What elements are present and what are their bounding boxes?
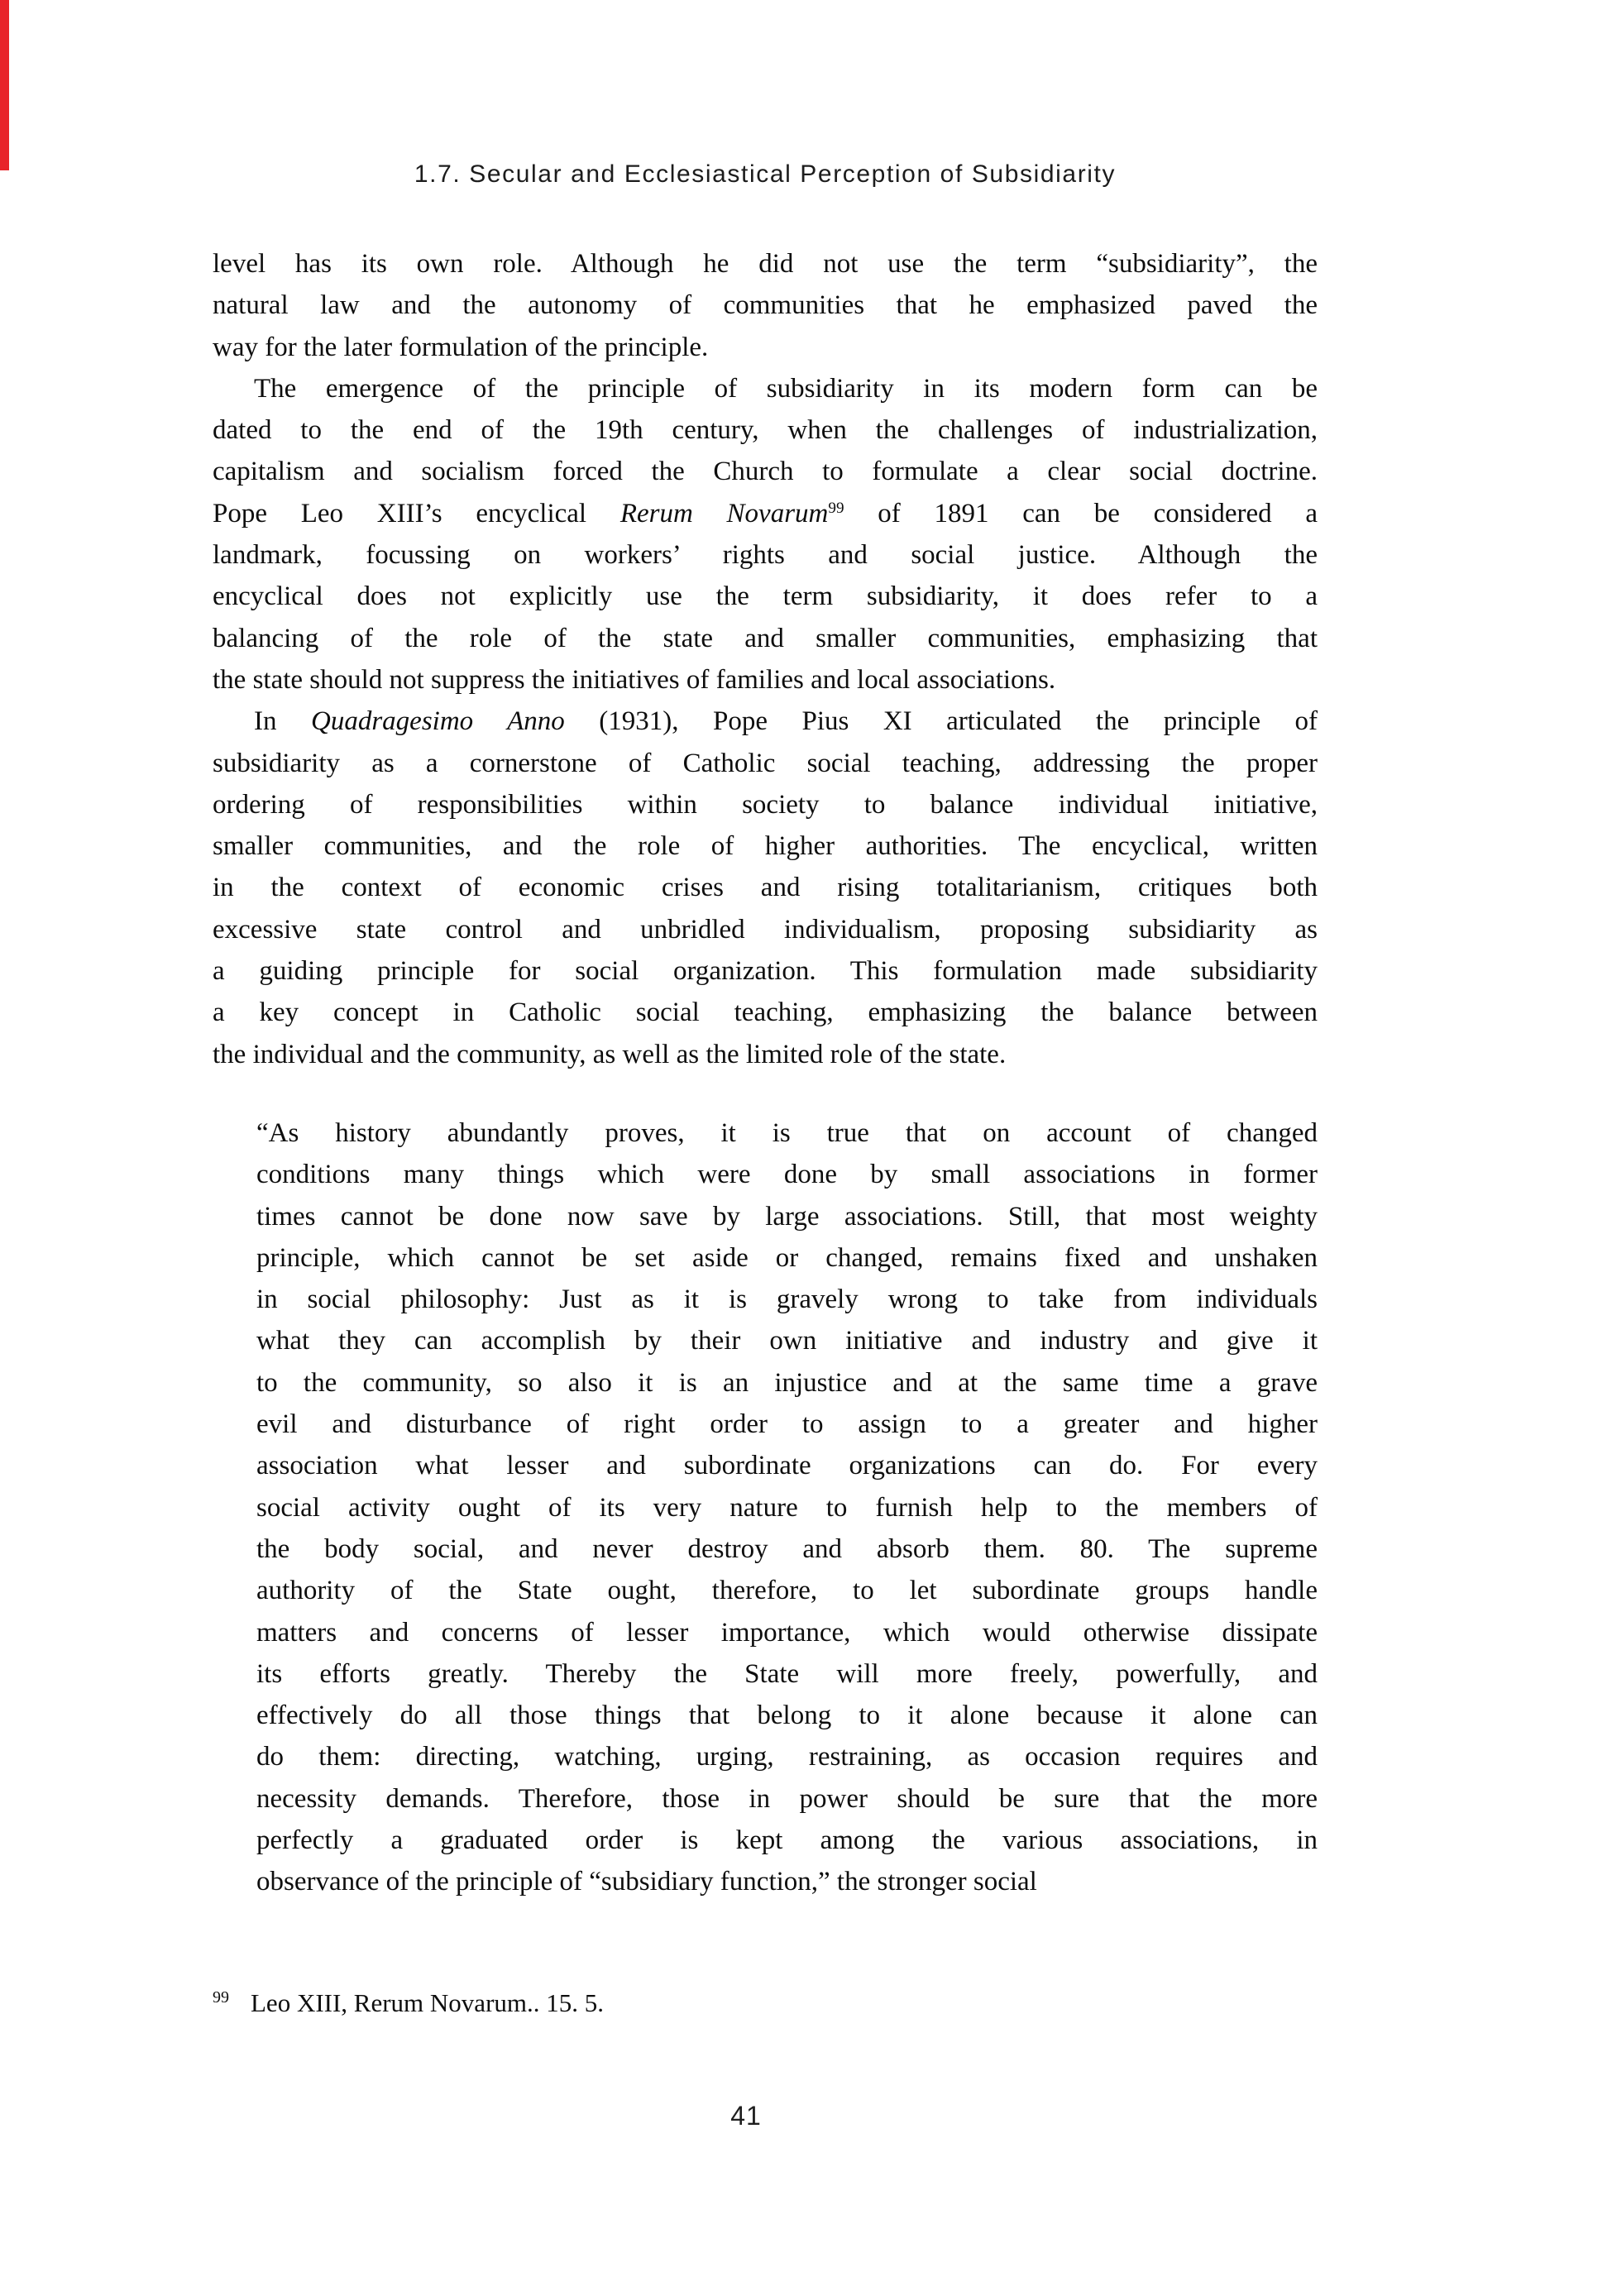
text-segment: excessive state control and unbridled individualism, proposing subsidiarity as <box>213 914 1318 945</box>
text-segment: the body social, and never destroy and absorb them. 80. The supreme <box>256 1533 1318 1564</box>
running-header: 1.7. Secular and Ecclesiastical Perception of Subsidiarity <box>414 160 1117 188</box>
text-segment: evil and disturbance of right order to assign to a greater and higher <box>256 1409 1318 1440</box>
text-line <box>213 409 1318 451</box>
text-segment: conditions many things which were done by small associations in former <box>256 1160 1318 1190</box>
text-line <box>256 1237 1318 1279</box>
text-line <box>213 285 1318 326</box>
text-segment: a guiding principle for social organization. This formulation made subsidiarity <box>213 956 1318 987</box>
paragraph <box>213 243 1318 368</box>
text-line <box>213 1034 1318 1075</box>
text-segment: authority of the State ought, therefore, to let subordinate groups handle <box>256 1576 1318 1606</box>
text-segment: what they can accomplish by their own initiative and industry and give it <box>256 1326 1318 1356</box>
text-segment-sup: 99 <box>828 500 844 518</box>
text-segment: Pope Leo XIII’s encyclical <box>213 498 620 529</box>
text-segment: balancing of the role of the state and smaller communities, emphasizing that <box>213 623 1318 653</box>
text-segment: In <box>254 706 311 737</box>
text-segment: a key concept in Catholic social teaching, emphasizing the balance between <box>213 997 1318 1028</box>
text-segment: in the context of economic crises and rising totalitarianism, critiques both <box>213 873 1318 903</box>
text-segment: The emergence of the principle of subsidiarity in its modern form can be <box>254 373 1318 404</box>
text-segment: subsidiarity as a cornerstone of Catholic social teaching, addressing the proper <box>213 748 1318 778</box>
text-segment: to the community, so also it is an injustice and at the same time a grave <box>256 1367 1318 1398</box>
text-segment: observance of the principle of “subsidiary function,” the stronger social <box>256 1867 1037 1897</box>
text-line <box>256 1487 1318 1528</box>
text-line <box>256 1112 1318 1154</box>
text-line <box>213 825 1318 867</box>
text-line <box>256 1570 1318 1611</box>
text-segment: way for the later formulation of the principle. <box>213 332 709 362</box>
text-segment: effectively do all those things that belong to it alone because it alone can <box>256 1700 1318 1731</box>
text-line <box>213 451 1318 492</box>
text-segment: natural law and the autonomy of communities that he emphasized paved the <box>213 290 1318 321</box>
text-segment: the state should not suppress the initiatives of families and local associations. <box>213 664 1056 695</box>
text-line <box>213 576 1318 617</box>
text-line <box>256 1653 1318 1695</box>
text-line <box>213 867 1318 908</box>
text-segment: necessity demands. Therefore, those in power should be sure that the more <box>256 1783 1318 1814</box>
text-line <box>213 909 1318 950</box>
text-line <box>256 1279 1318 1320</box>
text-line <box>213 950 1318 992</box>
text-line <box>256 1736 1318 1777</box>
text-line <box>256 1154 1318 1195</box>
text-line <box>213 701 1318 742</box>
page-number: 41 <box>730 2101 762 2131</box>
text-line <box>213 992 1318 1033</box>
text-segment: principle, which cannot be set aside or changed, remains fixed and unshaken <box>256 1242 1318 1273</box>
text-segment-italic: Quadragesimo Anno <box>311 706 565 737</box>
text-segment: (1931), Pope Pius XI articulated the principle of <box>564 706 1318 737</box>
text-line <box>256 1695 1318 1736</box>
text-line <box>213 618 1318 659</box>
text-segment: ordering of responsibilities within society to balance individual initiative, <box>213 789 1318 820</box>
text-segment: capitalism and socialism forced the Church to formulate a clear social doctrine. <box>213 457 1318 487</box>
text-column <box>213 243 1318 1903</box>
text-line <box>213 534 1318 576</box>
text-segment: landmark, focussing on workers’ rights and social justice. Although the <box>213 540 1318 571</box>
text-line <box>256 1320 1318 1361</box>
text-segment: the individual and the community, as well as the limited role of the state. <box>213 1039 1007 1069</box>
text-segment: smaller communities, and the role of higher authorities. The encyclical, written <box>213 831 1318 862</box>
text-segment: do them: directing, watching, urging, restraining, as occasion requires and <box>256 1742 1318 1772</box>
text-segment: social activity ought of its very nature to furnish help to the members of <box>256 1492 1318 1523</box>
text-segment-italic: Rerum Novarum <box>619 498 829 529</box>
text-line <box>213 659 1318 701</box>
text-line <box>256 1778 1318 1820</box>
text-line <box>213 493 1318 534</box>
text-line <box>256 1404 1318 1445</box>
text-line <box>213 368 1318 409</box>
paragraph <box>213 368 1318 701</box>
text-segment: perfectly a graduated order is kept among the various associations, in <box>256 1825 1318 1855</box>
paragraph <box>213 701 1318 1075</box>
body-paragraphs <box>213 243 1318 1075</box>
text-line <box>256 1196 1318 1237</box>
text-segment: association what lesser and subordinate organizations can do. For every <box>256 1451 1318 1481</box>
text-line <box>213 743 1318 784</box>
text-segment: dated to the end of the 19th century, when the challenges of industrialization, <box>213 415 1318 446</box>
bookmark-ribbon <box>0 0 9 170</box>
text-line <box>213 243 1318 285</box>
footnote <box>213 1987 1318 2023</box>
text-line <box>256 1820 1318 1861</box>
text-segment: level has its own role. Although he did not use the term “subsidiarity”, the <box>213 249 1318 279</box>
text-segment: matters and concerns of lesser importance, which would otherwise dissipate <box>256 1617 1318 1648</box>
text-line <box>256 1528 1318 1570</box>
text-segment: times cannot be done now save by large associations. Still, that most weighty <box>256 1201 1318 1232</box>
text-line <box>256 1861 1318 1902</box>
text-line <box>213 327 1318 368</box>
footnote-text: Leo XIII, Rerum Novarum.. 15. 5. <box>251 1988 605 2017</box>
text-line <box>256 1445 1318 1486</box>
text-line <box>256 1612 1318 1653</box>
text-segment: of 1891 can be considered a <box>844 498 1318 529</box>
text-segment: in social philosophy: Just as it is gravely wrong to take from individuals <box>256 1284 1318 1315</box>
text-segment: its efforts greatly. Thereby the State will more freely, powerfully, and <box>256 1658 1318 1689</box>
text-segment: “As history abundantly proves, it is true that on account of changed <box>256 1117 1318 1148</box>
block-quote <box>256 1112 1318 1903</box>
footnote-marker: 99 <box>213 1988 229 2007</box>
text-segment: encyclical does not explicitly use the term subsidiarity, it does refer to a <box>213 581 1318 612</box>
text-line <box>256 1362 1318 1404</box>
text-line <box>213 784 1318 825</box>
